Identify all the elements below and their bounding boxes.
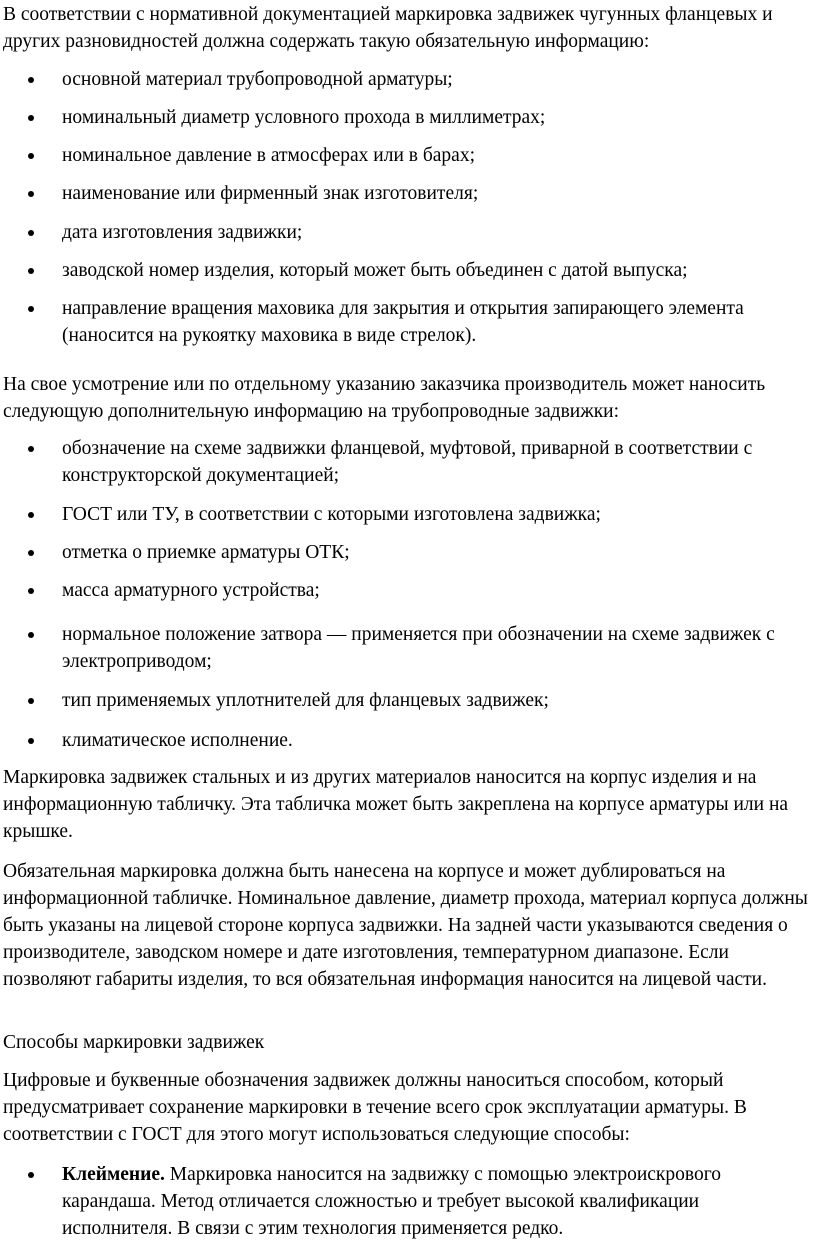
method-term: Клеймение. bbox=[62, 1164, 165, 1185]
bullet-icon bbox=[28, 191, 34, 197]
bullet-icon bbox=[28, 306, 34, 312]
optional-intro-paragraph: На свое усмотрение или по отдельному указанию заказчика производитель может наносить следующую дополнительную информацию на трубопроводные задвижки: bbox=[3, 374, 766, 422]
bullet-icon bbox=[28, 153, 34, 159]
bullet-icon bbox=[28, 230, 34, 236]
list-item-text: номинальное давление в атмосферах или в барах; bbox=[62, 145, 475, 166]
section-heading: Способы маркировки задвижек bbox=[3, 1032, 265, 1053]
list-item bbox=[62, 104, 808, 131]
bullet-icon bbox=[28, 77, 34, 83]
list-item bbox=[62, 219, 808, 246]
methods-intro-paragraph: Цифровые и буквенные обозначения задвижек должны наноситься способом, который предусматривает сохранение маркировки в течение всего срок эксплуатации арматуры. В соответствии с ГОСТ для этого могут использоваться следующие способы: bbox=[3, 1070, 747, 1145]
list-item-text: климатическое исполнение. bbox=[62, 730, 293, 751]
bullet-icon bbox=[28, 446, 34, 452]
list-item bbox=[62, 435, 808, 489]
bullet-icon bbox=[28, 512, 34, 518]
list-item-text: основной материал трубопроводной арматуры; bbox=[62, 69, 453, 90]
list-item bbox=[62, 501, 808, 528]
bullet-icon bbox=[28, 632, 34, 638]
list-item bbox=[62, 66, 808, 93]
list-item-text: ГОСТ или ТУ, в соответствии с которыми изготовлена задвижка; bbox=[62, 504, 601, 525]
steel-marking-paragraph: Маркировка задвижек стальных и из других материалов наносится на корпус изделия и на информационную табличку. Эта табличка может быть закреплена на корпусе арматуры или на крышке. bbox=[3, 767, 789, 842]
bullet-icon bbox=[28, 115, 34, 121]
list-item bbox=[62, 295, 808, 349]
bullet-icon bbox=[28, 550, 34, 556]
bullet-icon bbox=[28, 738, 34, 744]
bullet-icon bbox=[28, 588, 34, 594]
list-item-text: номинальный диаметр условного прохода в миллиметрах; bbox=[62, 107, 546, 128]
list-item bbox=[62, 621, 808, 675]
list-item bbox=[62, 577, 808, 604]
list-item-text: заводской номер изделия, который может быть объединен с датой выпуска; bbox=[62, 260, 688, 281]
list-item bbox=[62, 727, 808, 754]
list-item bbox=[62, 142, 808, 169]
list-item bbox=[62, 180, 808, 207]
list-item bbox=[62, 687, 808, 714]
list-item-text: тип применяемых уплотнителей для фланцевых задвижек; bbox=[62, 690, 549, 711]
bullet-icon bbox=[28, 268, 34, 274]
list-item-text: направление вращения маховика для закрытия и открытия запирающего элемента (наносится на рукоятку маховика в виде стрелок). bbox=[62, 298, 744, 346]
list-item-text: масса арматурного устройства; bbox=[62, 580, 320, 601]
method-description: Маркировка наносится на задвижку с помощью электроискрового карандаша. Метод отличается сложностью и требует высокой квалификации исполнителя. В связи с этим технология применяется редко. bbox=[62, 1164, 721, 1239]
mandatory-marking-paragraph: Обязательная маркировка должна быть нанесена на корпусе и может дублироваться на информационной табличке. Номинальное давление, диаметр прохода, материал корпуса должны быть указаны на лицевой стороне корпуса задвижки. На задней части указываются сведения о производителе, заводском номере и дате изготовления, температурном диапазоне. Если позволяют габариты изделия, то вся обязательная информация наносится на лицевой части. bbox=[3, 861, 808, 990]
list-item-text: дата изготовления задвижки; bbox=[62, 222, 303, 243]
list-item bbox=[62, 539, 808, 566]
list-item-text: наименование или фирменный знак изготовителя; bbox=[62, 183, 479, 204]
intro-paragraph: В соответствии с нормативной документацией маркировка задвижек чугунных фланцевых и других разновидностей должна содержать такую обязательную информацию: bbox=[3, 4, 773, 52]
list-item-text: отметка о приемке арматуры ОТК; bbox=[62, 542, 350, 563]
list-item bbox=[62, 1161, 808, 1242]
bullet-icon bbox=[28, 1172, 34, 1178]
bullet-icon bbox=[28, 698, 34, 704]
list-item-text: обозначение на схеме задвижки фланцевой, муфтовой, приварной в соответствии с конструкторской документацией; bbox=[62, 438, 753, 486]
list-item bbox=[62, 257, 808, 284]
list-item-text: нормальное положение затвора — применяется при обозначении на схеме задвижек с электроприводом; bbox=[62, 624, 775, 672]
